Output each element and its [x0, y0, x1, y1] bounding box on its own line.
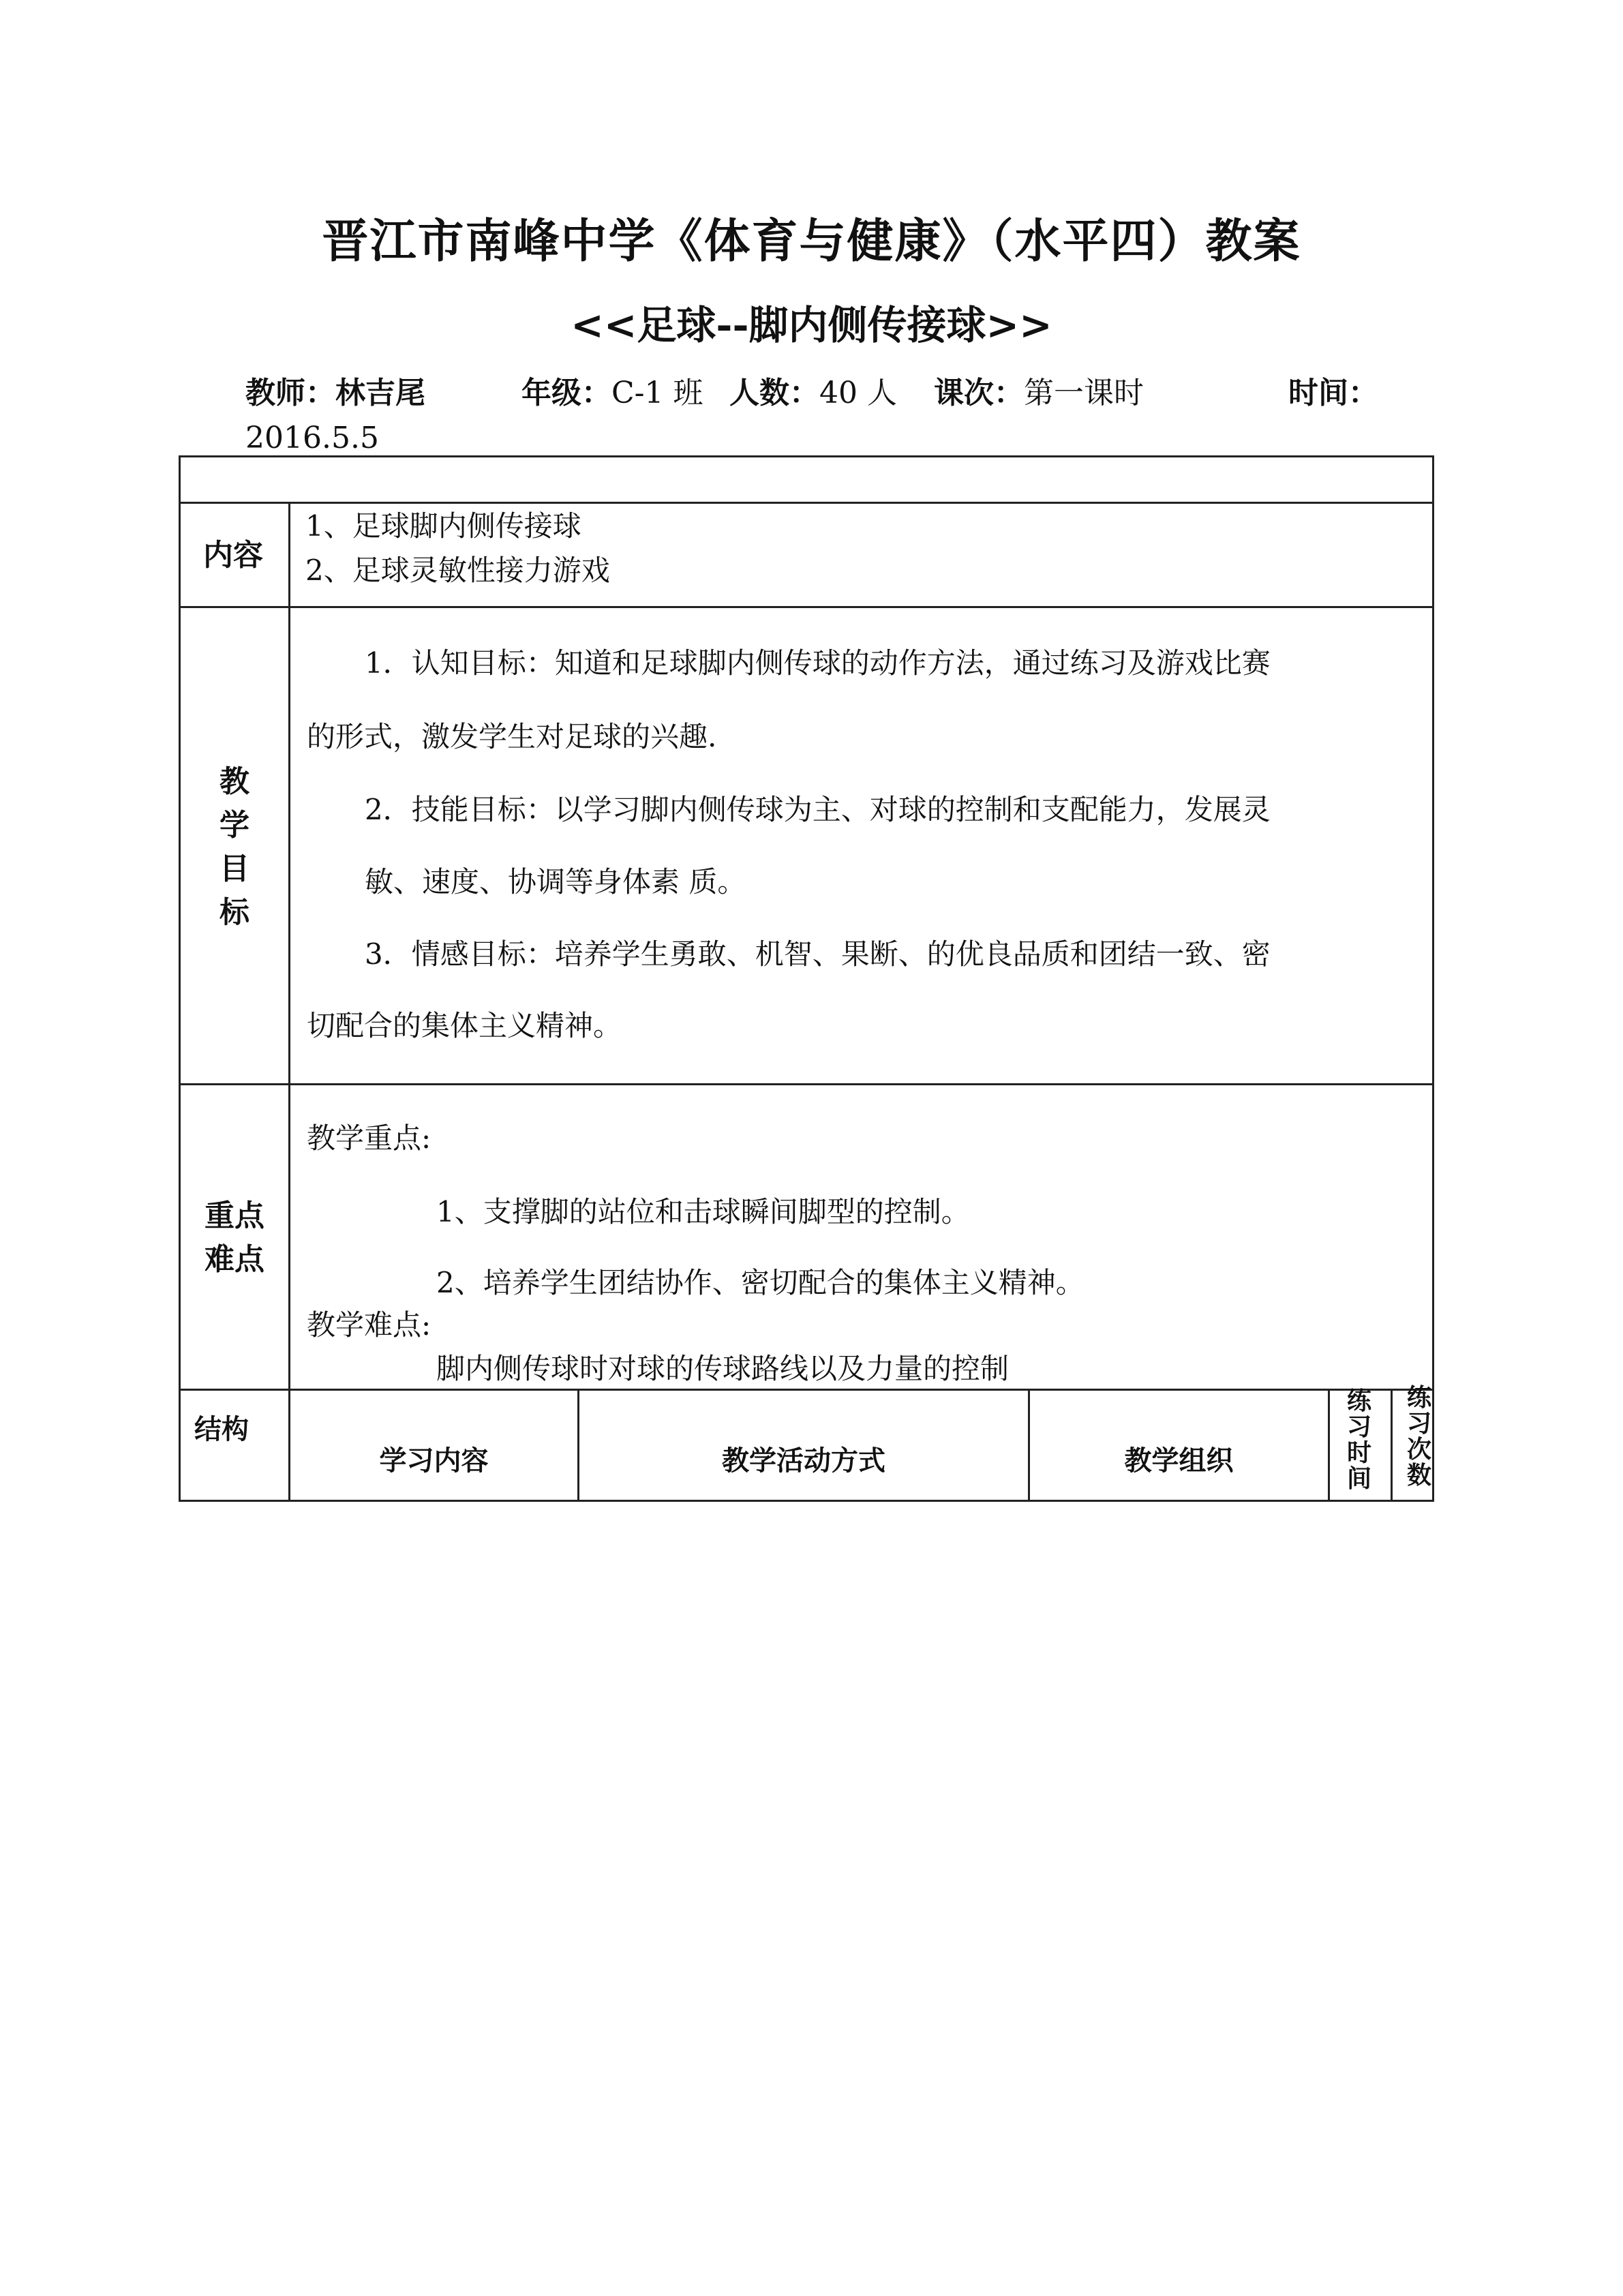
teacher-info	[245, 372, 425, 415]
focus-heading: 教学重点:	[307, 1121, 431, 1155]
lesson-date: 2016.5.5	[245, 421, 379, 455]
time-label: 时间：	[1288, 376, 1378, 410]
count-info	[729, 372, 897, 415]
goal-line: 2．技能目标：以学习脚内侧传球为主、对球的控制和支配能力，发展灵	[365, 793, 1271, 826]
table-rule	[179, 455, 1434, 457]
table-rule	[179, 502, 1434, 504]
header-structure: 结构	[194, 1413, 249, 1445]
goal-line: 3．情感目标：培养学生勇敢、机智、果断、的优良品质和团结一致、密	[365, 937, 1271, 971]
lesson-subtitle: <<足球--脚内侧传接球>>	[571, 302, 1052, 348]
table-rule	[288, 502, 290, 1502]
goal-line: 的形式，激发学生对足球的兴趣.	[307, 720, 717, 753]
practice-time-char: 时	[1346, 1438, 1371, 1467]
header-practice-count	[1406, 1385, 1433, 1488]
teacher-name: 林吉尾	[335, 376, 425, 410]
grade-label: 年级：	[521, 376, 611, 410]
goals-label-char: 教	[219, 764, 249, 799]
keypoints-label-line: 重点	[204, 1198, 264, 1233]
keypoints-label	[200, 1194, 269, 1282]
goals-label	[214, 760, 255, 935]
content-label: 内容	[203, 538, 263, 573]
difficulty-text: 脚内侧传球时对球的传球路线以及力量的控制	[436, 1352, 1010, 1385]
goal-line: 1．认知目标：知道和足球脚内侧传球的动作方法，通过练习及游戏比赛	[365, 646, 1271, 680]
practice-time-char: 习	[1346, 1413, 1371, 1441]
practice-count-char: 练	[1406, 1383, 1431, 1412]
lesson-info-item	[934, 372, 1144, 415]
goal-line: 敏、速度、协调等身体素 质。	[365, 865, 746, 898]
document-title: 晋江市南峰中学《体育与健康》（水平四）教案	[322, 214, 1301, 269]
table-rule	[179, 1083, 1434, 1085]
lesson-value: 第一课时	[1024, 376, 1144, 410]
teacher-label: 教师：	[245, 376, 335, 410]
difficulty-heading: 教学难点:	[307, 1308, 431, 1342]
goals-label-char: 标	[219, 895, 249, 930]
goals-label-char: 目	[219, 851, 249, 886]
practice-time-char: 练	[1346, 1387, 1371, 1415]
count-label: 人数：	[729, 376, 819, 410]
keypoints-label-line: 难点	[204, 1242, 264, 1277]
practice-count-char: 数	[1406, 1461, 1431, 1490]
content-item: 2、足球灵敏性接力游戏	[305, 554, 610, 587]
header-practice-time	[1344, 1388, 1374, 1492]
lesson-label: 课次：	[934, 376, 1024, 410]
header-organization: 教学组织	[1124, 1445, 1234, 1477]
focus-item: 1、支撑脚的站位和击球瞬间脚型的控制。	[436, 1195, 970, 1228]
count-value: 40 人	[819, 376, 897, 410]
goals-label-char: 学	[219, 808, 249, 843]
header-activity-method: 教学活动方式	[722, 1445, 885, 1477]
grade-info	[521, 372, 703, 415]
time-info	[1288, 372, 1378, 415]
focus-item: 2、培养学生团结协作、密切配合的集体主义精神。	[436, 1266, 1084, 1299]
practice-count-char: 习	[1406, 1409, 1431, 1438]
table-rule	[1391, 1389, 1393, 1502]
table-rule	[179, 1500, 1434, 1502]
goal-line: 切配合的集体主义精神。	[307, 1009, 622, 1042]
practice-time-char: 间	[1346, 1464, 1371, 1493]
content-item: 1、足球脚内侧传接球	[305, 509, 581, 543]
table-rule	[1328, 1389, 1330, 1502]
table-rule	[179, 455, 181, 1502]
table-rule	[179, 606, 1434, 608]
header-study-content: 学习内容	[379, 1445, 489, 1477]
grade-value: C-1 班	[611, 376, 703, 410]
practice-count-char: 次	[1406, 1435, 1431, 1464]
table-rule	[1432, 455, 1434, 1502]
